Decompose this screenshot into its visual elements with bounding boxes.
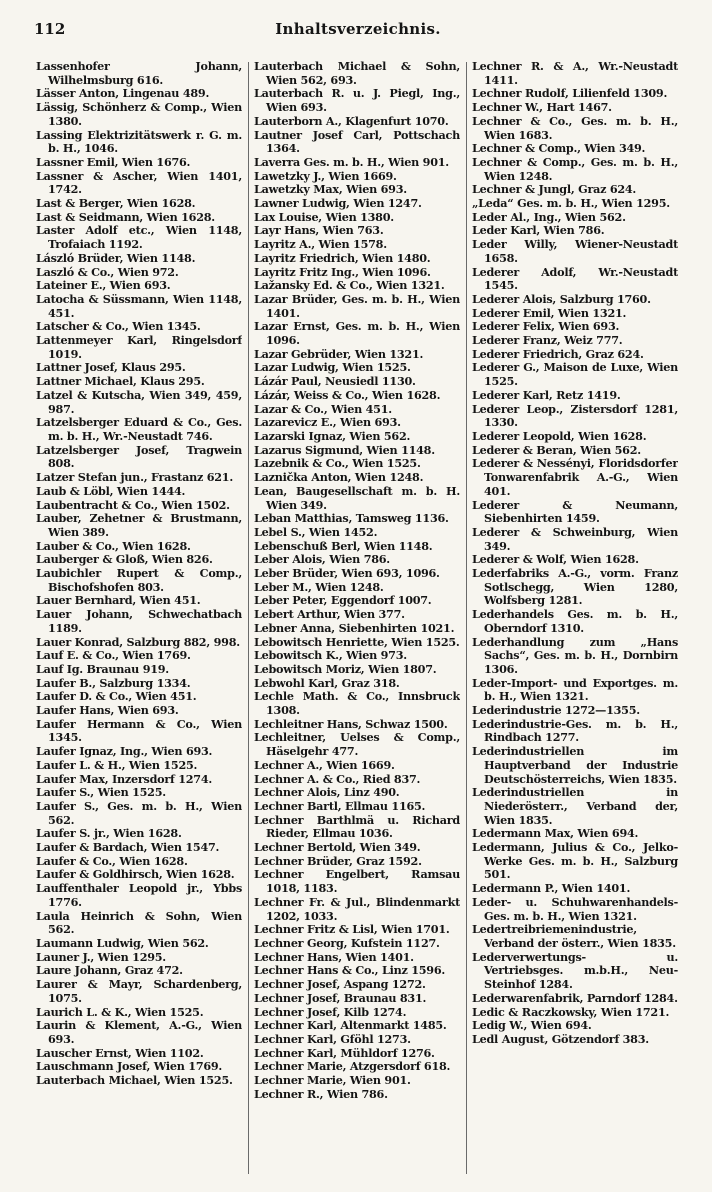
index-entry: Ledermann Max, Wien 694. [472,826,639,841]
index-entry: Lederer Alois, Salzburg 1760. [472,291,651,306]
index-entry: Lechner Josef, Braunau 831. [254,990,427,1005]
index-entry: Lederindustriellen im Hauptverband der Industrie Deutschösterreichs, Wien 1835. [472,744,678,786]
page-number: 112 [34,20,66,38]
page-header [34,20,682,42]
index-entry: Lauer Konrad, Salzburg 882, 998. [36,634,240,649]
index-entry: „Leda“ Ges. m. b. H., Wien 1295. [472,196,670,211]
index-entry: Lederer G., Maison de Luxe, Wien 1525. [472,360,678,389]
index-entry: Ledig W., Wien 694. [472,1018,592,1033]
index-entry: Lauterborn A., Klagenfurt 1070. [254,113,449,128]
index-entry: Lederer Adolf, Wr.-Neustadt 1545. [472,264,678,293]
index-entry: Lederer & Schweinburg, Wien 349. [472,524,678,553]
index-entry: Lázár, Weiss & Co., Wien 1628. [254,387,441,402]
index-entry: Lautner Josef Carl, Pottschach 1364. [254,127,460,156]
index-entry: Lederwarenfabrik, Parndorf 1284. [472,990,678,1005]
index-entry: Laznička Anton, Wien 1248. [254,470,424,485]
index-entry: Lattner Josef, Klaus 295. [36,360,186,375]
index-entry: Lebwohl Karl, Graz 318. [254,675,400,690]
index-entry: Lederer Franz, Weiz 777. [472,333,623,348]
index-entry: Laufer D. & Co., Wien 451. [36,689,197,704]
index-entry: Lechner A. & Co., Ried 837. [254,771,421,786]
index-entry: Ledertreibriemenindustrie, Verband der österr., Wien 1835. [472,922,676,950]
index-entry: Laszló & Co., Wien 972. [36,264,179,279]
index-entry: Lazar Ludwig, Wien 1525. [254,360,411,375]
index-entry: Lazar Ernst, Ges. m. b. H., Wien 1096. [254,319,460,348]
index-entry: Lechner Brüder, Graz 1592. [254,853,422,868]
index-entry: Laufer S., Ges. m. b. H., Wien 562. [36,798,242,827]
page-title: Inhaltsverzeichnis. [275,20,441,38]
index-entry: Lauer Bernhard, Wien 451. [36,593,201,608]
index-entry: Lässig, Schönherz & Comp., Wien 1380. [36,100,242,128]
index-entry: Lechner & Jungl, Graz 624. [472,182,637,197]
index-entry: Lechner Alois, Linz 490. [254,785,400,800]
index-entry: Lechner R., Wien 786. [254,1086,388,1101]
index-entry: Lauterbach Michael, Wien 1525. [36,1073,233,1088]
index-entry: Lechner Marie, Atzgersdorf 618. [254,1059,451,1074]
index-entry: Ledermann P., Wien 1401. [472,881,631,896]
index-entry: Laubichler Rupert & Comp., Bischofshofen 803. [36,566,242,594]
index-entry: Lauberger & Gloß, Wien 826. [36,552,213,567]
index-entry: Lebner Anna, Siebenhirten 1021. [254,620,455,635]
index-entry: Lebowitsch Moriz, Wien 1807. [254,661,437,676]
index-entry: Lechle Math. & Co., Innsbruck 1308. [254,689,460,718]
index-entry: Lassing Elektrizitätswerk r. G. m. b. H., 1046. [36,127,242,156]
index-entry: Lauterbach Michael & Sohn, Wien 562, 693. [254,60,460,87]
index-entry: Lean, Baugesellschaft m. b. H. Wien 349. [254,483,460,512]
index-entry: Lechner Hans & Co., Linz 1596. [254,963,445,978]
index-entry: Lechner Karl, Mühldorf 1276. [254,1045,435,1060]
index-entry: Lawetzky Max, Wien 693. [254,182,407,197]
index-entry: Laubentracht & Co., Wien 1502. [36,497,230,512]
index-entry: Leber Peter, Eggendorf 1007. [254,593,432,608]
index-entry: Lechner Georg, Kufstein 1127. [254,936,440,950]
index-entry: Laufer & Goldhirsch, Wien 1628. [36,867,235,882]
index-entry: Lederhandels Ges. m. b. H., Oberndorf 1310. [472,607,678,635]
index-entry: Lederer Leopold, Wien 1628. [472,428,647,443]
index-entry: Laufer Hans, Wien 693. [36,703,179,718]
index-entry: Laurer & Mayr, Schardenberg, 1075. [36,977,242,1005]
index-entry: Lauterbach R. u. J. Piegl, Ing., Wien 693. [254,86,460,115]
index-entry: Lederer Emil, Wien 1321. [472,305,627,320]
index-entry: Lederer & Wolf, Wien 1628. [472,552,639,567]
index-entry: Ledermann, Julius & Co., Jelko-Werke Ges. m. b. H., Salzburg 501. [472,840,678,882]
index-entry: Lechner R. & A., Wr.-Neustadt 1411. [472,60,678,87]
index-entry: Lederer Leop., Zistersdorf 1281, 1330. [472,401,678,430]
index-entry: Laufer & Bardach, Wien 1547. [36,840,220,855]
index-entry: Lax Louise, Wien 1380. [254,209,394,224]
index-entry: Leber M., Wien 1248. [254,579,384,594]
index-entry: Latscher & Co., Wien 1345. [36,319,201,334]
index-entry: Lassner Emil, Wien 1676. [36,154,191,169]
index-entry: Lebowitsch Henriette, Wien 1525. [254,634,460,649]
index-entry: Laumann Ludwig, Wien 562. [36,936,209,950]
index-entry: Lauber, Zehetner & Brustmann, Wien 389. [36,511,242,539]
index-entry: Lechner Fritz & Lisl, Wien 1701. [254,922,450,937]
index-entry: Layritz Fritz Ing., Wien 1096. [254,264,431,279]
index-entry: Lassenhofer Johann, Wilhelmsburg 616. [36,60,242,87]
index-entry: Last & Berger, Wien 1628. [36,196,196,211]
index-entry: Lebowitsch K., Wien 973. [254,648,407,663]
index-entry: Leder Willy, Wiener-Neustadt 1658. [472,237,678,265]
index-entry: Lazarus Sigmund, Wien 1148. [254,442,435,457]
index-entry: Lazar & Co., Wien 451. [254,401,392,416]
index-entry: Lebert Arthur, Wien 377. [254,607,405,622]
column-divider [248,62,249,1174]
index-entry: Ledl August, Götzendorf 383. [472,1031,649,1046]
index-entry: Lechner Rudolf, Lilienfeld 1309. [472,86,668,101]
index-entry: Lederindustriellen in Niederösterr., Verband der, Wien 1835. [472,785,678,827]
index-entry: Leder Al., Ing., Wien 562. [472,209,626,224]
index-entry: Lechner Bertold, Wien 349. [254,840,421,855]
index-entry: Lederfabriks A.-G., vorm. Franz Sotlschegg, Wien 1280, Wolfsberg 1281. [472,566,678,608]
index-entry: Lederhandlung zum „Hans Sachs“, Ges. m. b. H., Dornbirn 1306. [472,634,678,676]
index-entry: Latzer Stefan jun., Frastanz 621. [36,470,233,485]
index-entry: Lechner Bartl, Ellmau 1165. [254,798,426,813]
index-entry: Laufer & Co., Wien 1628. [36,853,188,868]
index-entry: Leber Brüder, Wien 693, 1096. [254,566,440,581]
index-entry: Lechner W., Hart 1467. [472,100,612,115]
index-entry: Lechner Engelbert, Ramsau 1018, 1183. [254,867,460,896]
index-entry: Ledic & Raczkowsky, Wien 1721. [472,1004,670,1019]
index-entry: Lechner & Comp., Ges. m. b. H., Wien 1248. [472,154,678,183]
index-entry: Lauffenthaler Leopold jr., Ybbs 1776. [36,881,242,909]
index-entry: Lechner & Co., Ges. m. b. H., Wien 1683. [472,113,678,142]
index-entry: Lechleitner Hans, Schwaz 1500. [254,716,448,731]
index-entry: Leder Karl, Wien 786. [472,223,605,238]
index-entry: Lechner Josef, Aspang 1272. [254,977,426,992]
index-entry: Layr Hans, Wien 763. [254,223,384,238]
index-entry: Latocha & Süssmann, Wien 1148, 451. [36,291,242,320]
index-entry: Lazar Gebrüder, Wien 1321. [254,346,424,361]
index-entry: Lauf E. & Co., Wien 1769. [36,648,191,663]
index-entry: Lechner Fr. & Jul., Blindenmarkt 1202, 1033. [254,894,460,923]
index-entry: Latzelsberger Josef, Tragwein 808. [36,442,242,471]
index-entry: Layritz A., Wien 1578. [254,237,387,252]
index-entry: Lauschmann Josef, Wien 1769. [36,1059,223,1074]
index-entry: Lederer Friedrich, Graz 624. [472,346,644,361]
index-entry: Latzel & Kutscha, Wien 349, 459, 987. [36,387,242,416]
column-2 [254,60,460,1178]
index-entry: Lederer & Beran, Wien 562. [472,442,641,457]
index-entry: Lažansky Ed. & Co., Wien 1321. [254,278,445,293]
index-entry: László Brüder, Wien 1148. [36,250,196,265]
index-entry: Lechner Karl, Gföhl 1273. [254,1031,411,1046]
index-entry: Leber Alois, Wien 786. [254,552,390,567]
index-entry: Latzelsberger Eduard & Co., Ges. m. b. H., Wr.-Neustadt 746. [36,415,242,443]
index-entry: Lebenschuß Berl, Wien 1148. [254,538,433,553]
index-entry: Laufer Max, Inzersdorf 1274. [36,771,213,786]
index-entry: Lázár Paul, Neusiedl 1130. [254,374,416,389]
index-entry: Lawner Ludwig, Wien 1247. [254,196,422,211]
index-entry: Lattner Michael, Klaus 295. [36,374,205,389]
index-entry: Lederer Karl, Retz 1419. [472,387,621,402]
index-entry: Last & Seidmann, Wien 1628. [36,209,215,224]
index-entry: Lechner Barthlmä u. Richard Rieder, Ellmau 1036. [254,812,460,841]
index-entry: Laurin & Klement, A.-G., Wien 693. [36,1018,242,1046]
index-entry: Leder- u. Schuhwarenhandels-Ges. m. b. H., Wien 1321. [472,894,678,923]
index-entry: Laufer S., Wien 1525. [36,785,166,800]
index-entry: Lechner Josef, Kilb 1274. [254,1004,407,1019]
index-entry: Lattenmeyer Karl, Ringelsdorf 1019. [36,333,242,361]
index-entry: Lauber & Co., Wien 1628. [36,538,191,553]
index-entry: Lederer & Nessényi, Floridsdorfer Tonwarenfabrik A.-G., Wien 401. [472,456,678,498]
index-entry: Laufer B., Salzburg 1334. [36,675,191,690]
index-entry: Leban Matthias, Tamsweg 1136. [254,511,449,526]
column-3 [472,60,678,1178]
index-entry: Lebel S., Wien 1452. [254,524,378,539]
index-entry: Lederer & Neumann, Siebenhirten 1459. [472,497,678,526]
index-entry: Laub & Löbl, Wien 1444. [36,483,186,498]
index-entry: Lechner Marie, Wien 901. [254,1073,411,1088]
index-entry: Laufer Ignaz, Ing., Wien 693. [36,744,213,759]
index-entry: Launer J., Wien 1295. [36,949,166,964]
column-1 [36,60,242,1178]
index-entry: Lechner & Comp., Wien 349. [472,141,646,156]
index-entry: Lechner A., Wien 1669. [254,757,395,772]
index-entry: Lazarevicz E., Wien 693. [254,415,401,430]
index-entry: Lazar Brüder, Ges. m. b. H., Wien 1401. [254,291,460,320]
index-entry: Laufer Hermann & Co., Wien 1345. [36,716,242,745]
index-entry: Lauer Johann, Schwechatbach 1189. [36,607,242,635]
index-entry: Laster Adolf etc., Wien 1148, Trofaiach 1192. [36,223,242,252]
index-entry: Lederverwertungs- u. Vertriebsges. m.b.H., Neu-Steinhof 1284. [472,949,678,992]
index-entry: Laufer L. & H., Wien 1525. [36,757,198,772]
index-entry: Leder-Import- und Exportges. m. b. H., Wien 1321. [472,675,678,704]
index-entry: Lederindustrie-Ges. m. b. H., Rindbach 1277. [472,716,678,745]
index-entry: Lechner Hans, Wien 1401. [254,949,414,964]
index-entry: Lauscher Ernst, Wien 1102. [36,1045,204,1060]
index-entry: Laurich L. & K., Wien 1525. [36,1004,204,1019]
index-entry: Laufer S. jr., Wien 1628. [36,826,182,841]
index-entry: Lawetzky J., Wien 1669. [254,168,397,183]
index-entry: Laula Heinrich & Sohn, Wien 562. [36,908,242,937]
index-entry: Lazarski Ignaz, Wien 562. [254,428,411,443]
index-entry: Lederindustrie 1272—1355. [472,703,640,718]
index-entry: Lauf Ig. Braunau 919. [36,661,169,676]
index-entry: Layritz Friedrich, Wien 1480. [254,250,431,265]
index-entry: Lassner & Ascher, Wien 1401, 1742. [36,168,242,197]
index-entry: Lechleitner, Uelses & Comp., Häselgehr 477. [254,730,460,759]
index-entry: Lechner Karl, Altenmarkt 1485. [254,1018,447,1033]
index-entry: Lässer Anton, Lingenau 489. [36,86,210,101]
index-entry: Lateiner E., Wien 693. [36,278,171,293]
index-columns [36,60,678,1180]
index-entry: Lazebnik & Co., Wien 1525. [254,456,421,471]
index-entry: Lederer Felix, Wien 693. [472,319,620,334]
index-entry: Laverra Ges. m. b. H., Wien 901. [254,154,449,169]
column-divider [466,62,467,1174]
index-entry: Laure Johann, Graz 472. [36,963,183,978]
